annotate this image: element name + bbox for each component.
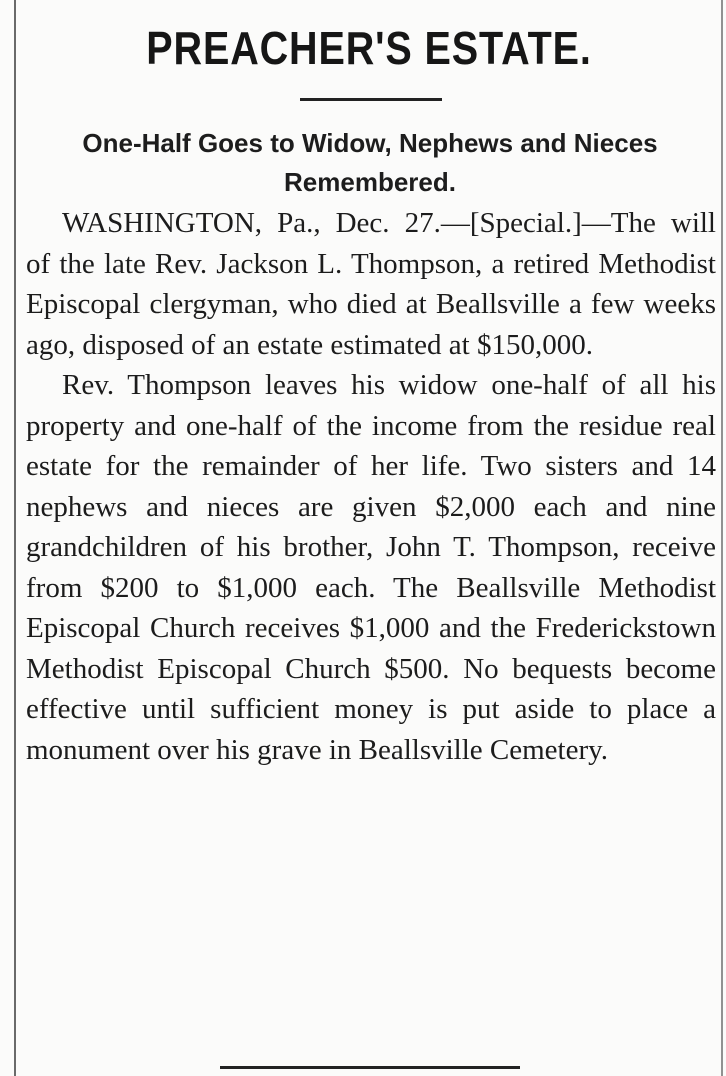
right-column-rule xyxy=(721,0,723,1076)
paragraph-2: Rev. Thompson leaves his widow one-half of all his property and one-half of the income from the residue real estate for the remainder of her life. Two sisters and 14 nephews and nieces are given $2,000 each and nine grandchildren of his brother, John T. Thompson, receive from $200 to $1,000 each. The Beallsville Methodist Episcopal Church receives $1,000 and the Frederickstown Methodist Episcopal Church $500. No bequests become effective until sufficient money is put aside to place a monument over his grave in Beallsville Cemetery. xyxy=(26,369,716,766)
headline-divider xyxy=(300,98,442,101)
subheadline: One-Half Goes to Widow, Nephews and Nieces Remembered. xyxy=(82,128,658,197)
headline: PREACHER'S ESTATE. xyxy=(146,22,592,74)
paragraph-1: WASHINGTON, Pa., Dec. 27.—[Special.]—The will of the late Rev. Jackson L. Thompson, a retired Methodist Episcopal clergyman, who died at Beallsville a few weeks ago, disposed of an estate estimated at $150,000. xyxy=(26,207,716,361)
article-body xyxy=(26,203,716,770)
left-column-rule xyxy=(14,0,16,1076)
article-end-divider xyxy=(220,1066,520,1069)
